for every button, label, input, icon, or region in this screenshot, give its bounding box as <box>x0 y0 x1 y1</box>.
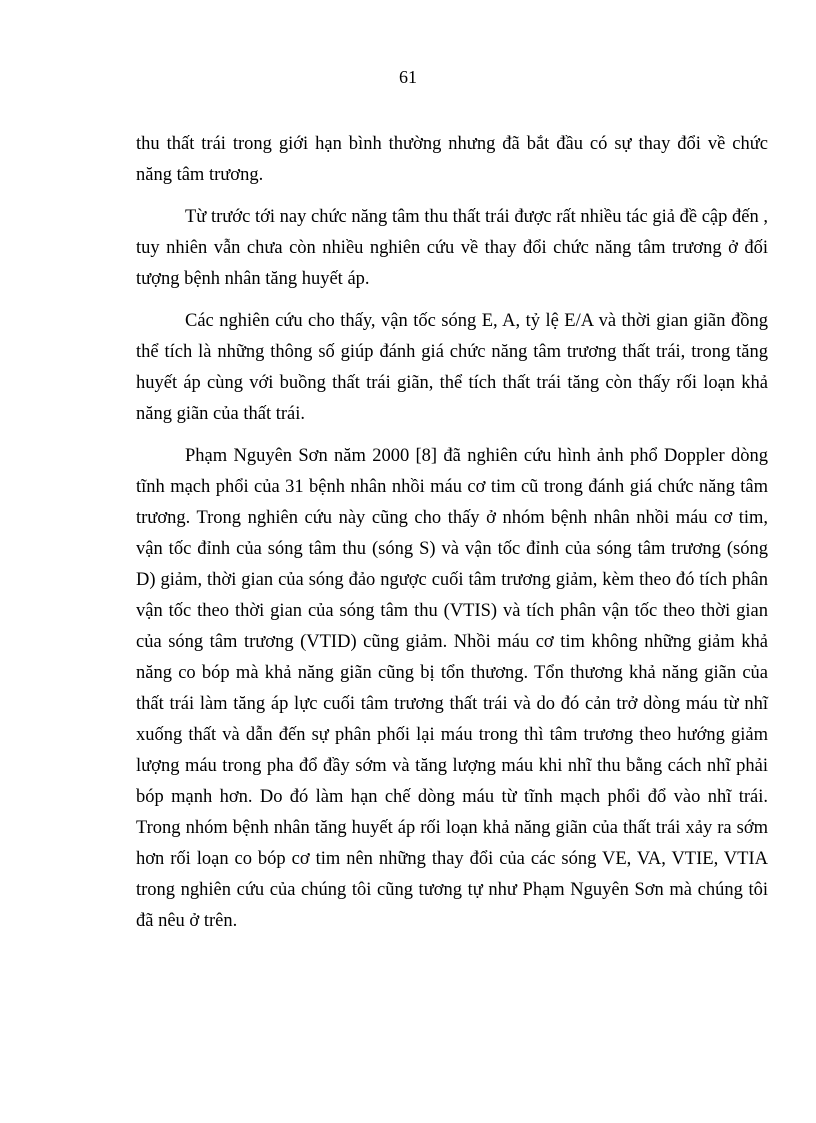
page-number: 61 <box>399 67 417 87</box>
document-body <box>136 129 768 937</box>
paragraph-diastolic-research-gap: Từ trước tới nay chức năng tâm thu thất trái được rất nhiều tác giả đề cập đến , tuy nhiên vẫn chưa còn nhiều nghiên cứu về thay đổi chức năng tâm trương ở đối tượng bệnh nhân tăng huyết áp. <box>136 207 768 289</box>
paragraph-ea-parameters: Các nghiên cứu cho thấy, vận tốc sóng E, A, tỷ lệ E/A và thời gian giãn đồng thể tích là những thông số giúp đánh giá chức năng tâm trương thất trái, trong tăng huyết áp cùng với buồng thất trái giãn, thể tích thất trái tăng còn thấy rối loạn khả năng giãn của thất trái. <box>136 311 768 424</box>
paragraph-pham-nguyen-son-study: Phạm Nguyên Sơn năm 2000 [8] đã nghiên cứu hình ảnh phổ Doppler dòng tĩnh mạch phổi của 31 bệnh nhân nhồi máu cơ tim cũ trong đánh giá chức năng tâm trương. Trong nghiên cứu này cũng cho thấy ở nhóm bệnh nhân nhồi máu cơ tim, vận tốc đỉnh của sóng tâm thu (sóng S) và vận tốc đỉnh của sóng tâm trương (sóng D) giảm, thời gian của sóng đảo ngược cuối tâm trương giảm, kèm theo đó tích phân vận tốc theo thời gian của sóng tâm thu (VTIS) và tích phân vận tốc theo thời gian của sóng tâm trương (VTID) cũng giảm. Nhồi máu cơ tim không những giảm khả năng co bóp mà khả năng giãn cũng bị tổn thương. Tổn thương khả năng giãn của thất trái làm tăng áp lực cuối tâm trương thất trái và do đó cản trở dòng máu từ nhĩ xuống thất và dẫn đến sự phân phối lại máu trong thì tâm trương theo hướng giảm lượng máu trong pha đổ đầy sớm và tăng lượng máu khi nhĩ thu bằng cách nhĩ phải bóp mạnh hơn. Do đó làm hạn chế dòng máu từ tĩnh mạch phổi đổ vào nhĩ trái. Trong nhóm bệnh nhân tăng huyết áp rối loạn khả năng giãn của thất trái xảy ra sớm hơn rối loạn co bóp cơ tim nên những thay đổi của các sóng VE, VA, VTIE, VTIA trong nghiên cứu của chúng tôi cũng tương tự như Phạm Nguyên Sơn mà chúng tôi đã nêu ở trên. <box>136 446 768 931</box>
paragraph-continuation: thu thất trái trong giới hạn bình thường nhưng đã bắt đầu có sự thay đổi về chức năng tâm trương. <box>136 134 768 185</box>
